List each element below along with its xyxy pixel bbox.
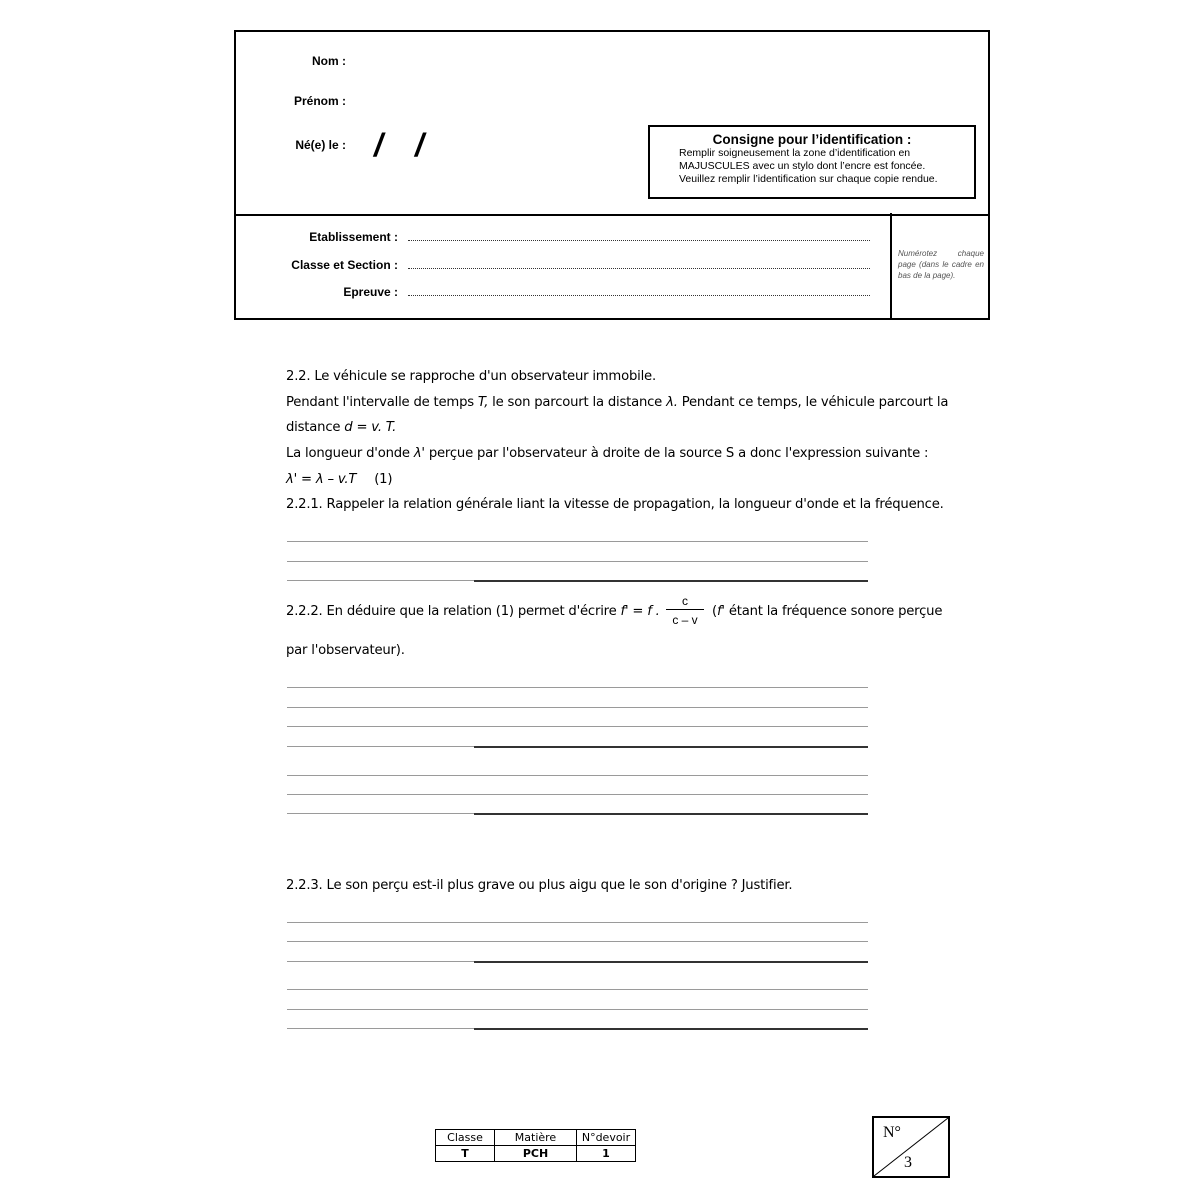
text-span: La longueur d'onde — [286, 446, 414, 461]
page-number-box — [872, 1116, 950, 1178]
nom-label: Nom : — [312, 54, 346, 68]
value-matiere: PCH — [495, 1146, 577, 1162]
page-number: 3 — [904, 1154, 912, 1171]
classe-section-label: Classe et Section : — [291, 258, 398, 272]
fraction — [666, 594, 704, 627]
identification-box — [234, 30, 990, 216]
answer-line[interactable] — [287, 541, 868, 542]
symbol-f-prime: f' — [716, 604, 725, 619]
formula-d: d = v. T. — [344, 420, 397, 435]
etablissement-row — [236, 230, 876, 246]
text-span: le son parcourt la distance — [488, 395, 667, 410]
fraction-denominator: c – v — [672, 613, 698, 627]
text-span: ( — [712, 604, 717, 619]
answer-line[interactable] — [287, 687, 868, 688]
answer-line[interactable] — [287, 813, 868, 814]
equation-1 — [286, 472, 392, 487]
footer-header-row — [436, 1130, 636, 1146]
value-devoir: 1 — [577, 1146, 636, 1162]
text-span: Pendant l'intervalle de temps — [286, 395, 478, 410]
page-number-note: Numérotez chaque page (dans le cadre en bas de la page). — [898, 249, 984, 280]
answer-line[interactable] — [287, 707, 868, 708]
fraction-bar — [666, 609, 704, 610]
text-span: 2.2.2. En déduire que la relation (1) permet d'écrire — [286, 604, 621, 619]
answer-line[interactable] — [287, 580, 868, 581]
answer-line[interactable] — [287, 561, 868, 562]
value-classe: T — [436, 1146, 495, 1162]
divider — [890, 213, 892, 318]
answer-line[interactable] — [287, 961, 868, 962]
answer-line[interactable] — [287, 746, 868, 747]
text-span: perçue par l'observateur à droite de la source S a donc l'expression suivante : — [424, 446, 929, 461]
question-2-2-2-end: par l'observateur). — [286, 643, 405, 658]
paragraph-1 — [286, 395, 948, 410]
text-span: Pendant ce temps, le véhicule parcourt la — [677, 395, 949, 410]
consigne-line-2: MAJUSCULES avec un stylo dont l’encre est foncée. — [679, 160, 926, 172]
date-separator-1: / — [374, 127, 383, 163]
paragraph-2 — [286, 420, 396, 435]
header-devoir: N°devoir — [577, 1130, 636, 1146]
question-2-2-1: 2.2.1. Rappeler la relation générale liant la vitesse de propagation, la longueur d'onde et la fréquence. — [286, 497, 944, 512]
symbol-lambda-prime: λ' — [413, 446, 425, 461]
epreuve-row — [236, 285, 876, 301]
answer-line[interactable] — [287, 1028, 868, 1029]
text-span: étant la fréquence sonore perçue — [724, 604, 943, 619]
epreuve-label: Epreuve : — [343, 285, 398, 299]
date-separator-2: / — [415, 127, 424, 163]
footer-info-table — [435, 1129, 636, 1162]
classe-section-row — [236, 258, 876, 274]
question-2-2-2-continued — [712, 604, 942, 619]
consigne-box — [648, 125, 976, 199]
answer-line[interactable] — [287, 989, 868, 990]
symbol-lambda: λ. — [666, 395, 678, 410]
answer-line[interactable] — [287, 794, 868, 795]
question-2-2-3: 2.2.3. Le son perçu est-il plus grave ou plus aigu que le son d'origine ? Justifier. — [286, 878, 793, 893]
text-span: distance — [286, 420, 345, 435]
intro-text: 2.2. Le véhicule se rapproche d'un observateur immobile. — [286, 369, 656, 384]
formula-f-prime: f' = f . — [620, 604, 660, 619]
equation-formula: λ' = λ – v.T — [286, 472, 357, 487]
answer-line[interactable] — [287, 941, 868, 942]
classe-section-field[interactable] — [408, 268, 870, 269]
symbol-T: T, — [477, 395, 489, 410]
paragraph-3 — [286, 446, 928, 461]
prenom-label: Prénom : — [293, 94, 346, 108]
consigne-title: Consigne pour l’identification : — [712, 132, 912, 147]
etablissement-label: Etablissement : — [309, 230, 398, 244]
answer-line[interactable] — [287, 922, 868, 923]
consigne-line-3: Veuillez remplir l’identification sur chaque copie rendue. — [679, 173, 938, 185]
header-matiere: Matière — [495, 1130, 577, 1146]
answer-line[interactable] — [287, 775, 868, 776]
question-2-2-2 — [286, 604, 660, 619]
epreuve-field[interactable] — [408, 295, 870, 296]
equation-number: (1) — [374, 472, 393, 487]
answer-line[interactable] — [287, 726, 868, 727]
consigne-line-1: Remplir soigneusement la zone d’identification en — [679, 147, 911, 159]
fraction-numerator: c — [682, 594, 688, 608]
etablissement-field[interactable] — [408, 240, 870, 241]
footer-value-row — [436, 1146, 636, 1162]
answer-line[interactable] — [287, 1009, 868, 1010]
page-number-label: N° — [883, 1124, 901, 1141]
school-info-box — [234, 213, 990, 320]
header-classe: Classe — [436, 1130, 495, 1146]
naissance-label: Né(e) le : — [295, 138, 346, 152]
